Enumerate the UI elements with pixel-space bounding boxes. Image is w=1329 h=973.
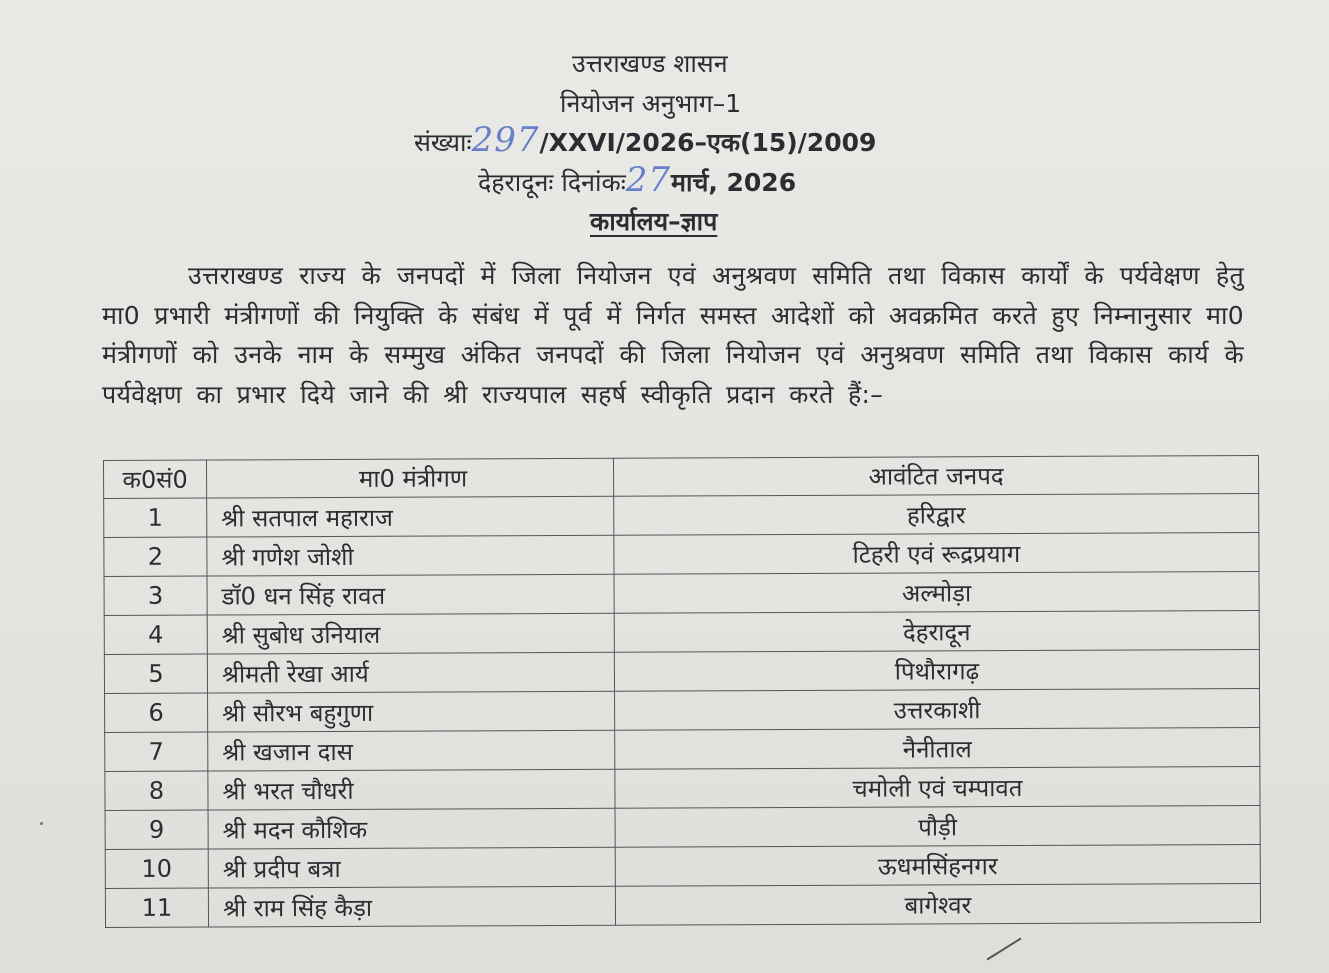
row-minister: श्री सुबोध उनियाल — [207, 613, 614, 654]
header-district: आवंटित जनपद — [613, 455, 1258, 496]
allotment-table — [103, 455, 1261, 928]
table-row — [104, 493, 1259, 537]
order-paragraph: उत्तराखण्ड राज्य के जनपदों में जिला नियोजन एवं अनुश्रवण समिति तथा विकास कार्यों के पर्यवेक्षण हेतु मा0 प्रभारी मंत्रीगणों की नियुक्ति के संबंध में पूर्व में निर्गत समस्त आदेशों को अवक्रमित करते हुए निम्नानुसार मा0 मंत्रीगणों को उनके नाम के सम्मुख अंकित जनपदों की जिला नियोजन एवं अनुश्रवण समिति तथा विकास कार्य के पर्यवेक्षण का प्रभार दिये जाने की श्री राज्यपाल सहर्ष स्वीकृति प्रदान करते हैं:– — [102, 261, 1244, 409]
row-district: देहरादून — [614, 610, 1259, 652]
row-minister: श्री प्रदीप बत्रा — [208, 847, 615, 888]
table-row — [105, 844, 1260, 888]
table-header-row — [104, 455, 1259, 498]
row-serial: 3 — [104, 576, 207, 615]
order-number-line — [414, 120, 877, 160]
order-number-suffix: /XXVI/2026–एक(15)/2009 — [539, 128, 877, 157]
row-minister: श्री गणेश जोशी — [207, 535, 614, 576]
row-serial: 6 — [105, 693, 208, 732]
row-serial: 9 — [105, 810, 208, 849]
handwritten-date: 27 — [625, 160, 672, 200]
pen-stroke-mark — [987, 938, 1022, 961]
place-date-line — [478, 160, 797, 200]
row-district: नैनीताल — [615, 727, 1260, 769]
row-district: पौड़ी — [615, 805, 1260, 847]
table-row — [105, 883, 1260, 927]
order-number-label: संख्याः — [414, 128, 472, 157]
row-serial: 4 — [104, 615, 207, 654]
table-row — [104, 649, 1259, 693]
row-serial: 5 — [104, 654, 207, 693]
row-district: अल्मोड़ा — [614, 571, 1259, 613]
header-serial-number: क0सं0 — [104, 460, 207, 498]
row-serial: 11 — [105, 888, 208, 927]
table-row — [105, 727, 1260, 771]
row-minister: श्री मदन कौशिक — [208, 808, 615, 849]
date-month-year: मार्च, 2026 — [671, 168, 797, 197]
row-minister: डॉ0 धन सिंह रावत — [207, 574, 614, 615]
table-row — [105, 805, 1260, 849]
section-heading: नियोजन अनुभाग–1 — [560, 89, 742, 118]
row-district: चमोली एवं चम्पावत — [615, 766, 1260, 808]
row-serial: 10 — [105, 849, 208, 888]
row-district: ऊधमसिंहनगर — [615, 844, 1260, 886]
row-district: पिथौरागढ़ — [614, 649, 1259, 691]
place-date-label: देहरादूनः दिनांकः — [478, 168, 626, 197]
table-row — [104, 532, 1259, 576]
row-district: टिहरी एवं रूद्रप्रयाग — [614, 532, 1259, 574]
scan-speck — [40, 822, 43, 825]
row-district: हरिद्वार — [614, 493, 1259, 535]
table-row — [105, 688, 1260, 732]
table-row — [104, 610, 1259, 654]
handwritten-order-number: 297 — [471, 120, 540, 160]
memo-title: कार्यालय–ज्ञाप — [590, 207, 718, 236]
row-minister: श्री खजान दास — [208, 730, 615, 771]
row-serial: 8 — [105, 771, 208, 810]
row-minister: श्री सौरभ बहुगुणा — [208, 691, 615, 732]
row-minister: श्रीमती रेखा आर्य — [207, 652, 614, 693]
row-district: उत्तरकाशी — [615, 688, 1260, 730]
row-serial: 7 — [105, 732, 208, 771]
row-minister: श्री राम सिंह कैड़ा — [208, 886, 615, 927]
header-minister: मा0 मंत्रीगण — [207, 458, 614, 498]
row-serial: 1 — [104, 498, 207, 537]
row-minister: श्री भरत चौधरी — [208, 769, 615, 810]
table-row — [104, 571, 1259, 615]
row-district: बागेश्वर — [615, 883, 1260, 925]
table-row — [105, 766, 1260, 810]
row-serial: 2 — [104, 537, 207, 576]
row-minister: श्री सतपाल महाराज — [207, 496, 614, 537]
government-heading: उत्तराखण्ड शासन — [572, 49, 728, 78]
